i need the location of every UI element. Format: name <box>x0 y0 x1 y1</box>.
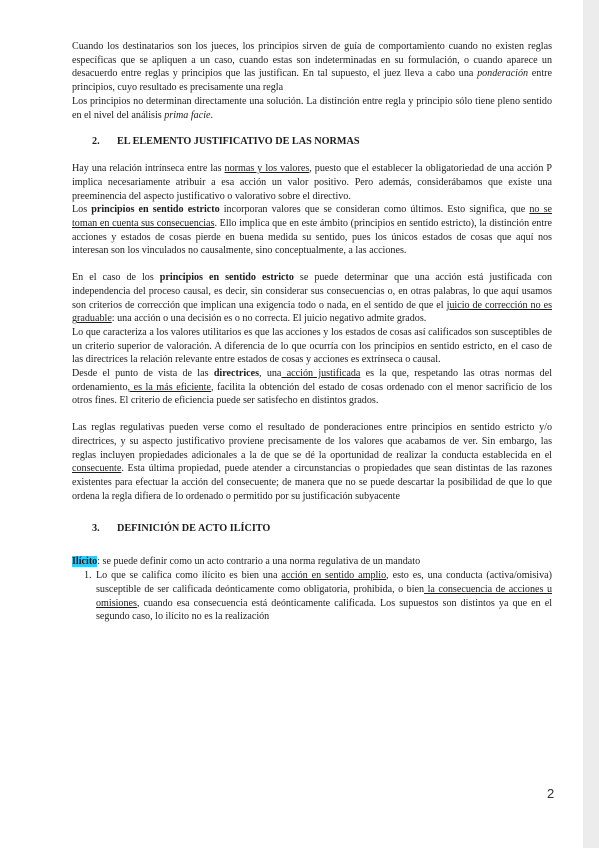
underline-consecuencias: no se toman en cuenta sus consecuencias <box>72 204 552 230</box>
page-margin-strip <box>583 0 599 848</box>
paragraph-jueces: Cuando los destinatarios son los jueces, los principios sirven de guía de comportamiento cuando no existen reglas específicas que se apliquen a un caso, cuando estas son indeterminadas en su formulación, o cuando aparece un desacuerdo entre reglas y principios que las justifican. En tal supuesto, el juez lleva a cabo una ponderación entre principios, cuyo resultado es precisamente una regla <box>72 41 552 94</box>
spacer <box>72 408 552 421</box>
spacer <box>72 258 552 271</box>
paragraph-reglas-regulativas: Las reglas regulativas pueden verse como el resultado de ponderaciones entre principios en sentido estricto y/o directrices, y su aspecto justificativo proviene precisamente de los valores que acabamos de ver. Sin embargo, las reglas incluyen propiedades adicionales a la de que se dé la oportunidad de realizar la conducta establecida en el consecuente. Esta última propiedad, puede atender a circunstancias o propiedades que sean distintas de las razones existentes para efectuar la acción del consecuente; de manera que no se puede descartar la posibilidad de que lo que ordena la regla difiera de lo ordenado o permitido por su justificación subyacente <box>72 422 552 502</box>
paragraph-directrices: Desde el punto de vista de las directrices, una acción justificada es la que, respetando las otras normas del ordenamiento, es la más eficiente, facilita la obtención del estado de cosas ordenado con el menor sacrificio de los otros fines. El criterio de eficiencia puede ser satisfecho en distintos grados. <box>72 368 553 407</box>
emphasis-ponderacion: ponderación <box>477 68 529 80</box>
highlight-ilicito: Ilícito <box>72 556 98 568</box>
underline-consecuente: consecuente <box>72 463 122 475</box>
paragraph-accion-justificada: En el caso de los principios en sentido estricto se puede determinar que una acción está justificada con independencia del proceso causal, es decir, sin considerar sus consecuencias o, en otras palabras, lo que aquí usamos son criterios de corrección que implican una exigencia todo o nada, en el sentido de que el juicio de corrección no es graduable: una acción o una decisión es o no correcta. El juicio negativo admite grados. <box>72 272 553 325</box>
paragraph-valores-utilitarios: Lo que caracteriza a los valores utilitarios es que las acciones y los estados de cosas así calificados son susceptibles de un criterio superior de valoración. A diferencia de lo que ocurría con los principios en sentido estricto, en el caso de las directrices la relación relevante entre estados de cosas y acciones es extrínseca o causal. <box>72 326 552 366</box>
paragraph-ilicito-definicion: Ilícito: se puede definir como un acto contrario a una norma regulativa de un mandato <box>72 556 421 568</box>
section-heading-3: 3. DEFINICIÓN DE ACTO ILÍCITO <box>92 523 271 535</box>
underline-mas-eficiente: , es la más eficiente <box>127 381 211 393</box>
underline-consecuencia-acciones: la consecuencia de acciones u omisiones <box>96 583 552 609</box>
underline-accion-sentido-amplio: acción en sentido amplio <box>281 570 387 582</box>
emphasis-prima-facie: prima facie <box>164 109 211 121</box>
numbered-list <box>72 569 552 624</box>
spacer <box>72 122 552 135</box>
bold-principios-estricto-2: principios en sentido estricto <box>159 272 294 284</box>
page-content <box>72 40 552 624</box>
paragraph-normas-valores: Hay una relación intrínseca entre las normas y los valores, puesto que el establecer la obligatoriedad de una acción P implica necesariamente atribuir a esa acción un valor positivo. Pero además, considerábamos que existe una preeminencia del aspecto justificativo o valorativo sobre el directivo. <box>72 163 552 202</box>
section-heading-2: 2. EL ELEMENTO JUSTIFICATIVO DE LAS NORMAS <box>92 136 360 148</box>
list-item-marker: 1. <box>84 570 92 582</box>
spacer <box>72 149 552 162</box>
spacer <box>72 536 552 549</box>
paragraph-prima-facie: Los principios no determinan directamente una solución. La distinción entre regla y principio sólo tiene pleno sentido en el nivel del análisis prima facie. <box>72 95 552 121</box>
page-number: 2 <box>547 786 555 801</box>
bold-directrices: directrices <box>213 368 260 380</box>
underline-juicio-correccion: juicio de corrección no es graduable <box>72 299 552 325</box>
spacer <box>72 503 552 516</box>
underline-normas-valores: normas y los valores <box>224 163 310 175</box>
list-item: 1. Lo que se califica como ilícito es bien una acción en sentido amplio, esto es, una conducta (activa/omisiva) susceptible de ser calificada deónticamente como obligatoria, prohibida, o bien la consecuencia de acciones u omisiones, cuando esa consecuencia está deónticamente calificada. Los supuestos son distintos ya que en el segundo caso, lo ilícito no es la realización <box>84 570 552 623</box>
paragraph-principios-estricto: Los principios en sentido estricto incorporan valores que se consideran como últimos. Esto significa, que no se toman en cuenta sus consecuencias. Ello implica que en este ámbito (principios en sentido estricto), la distinción entre acciones y estados de cosas pierde en buena medida su sentido, pues los únicos estados de cosas que aquí nos interesan son los vinculados no causalmente, sino conceptualmente, a las acciones. <box>72 204 553 257</box>
bold-principios-estricto: principios en sentido estricto <box>91 204 220 216</box>
underline-accion-justificada: acción justificada <box>281 368 361 380</box>
